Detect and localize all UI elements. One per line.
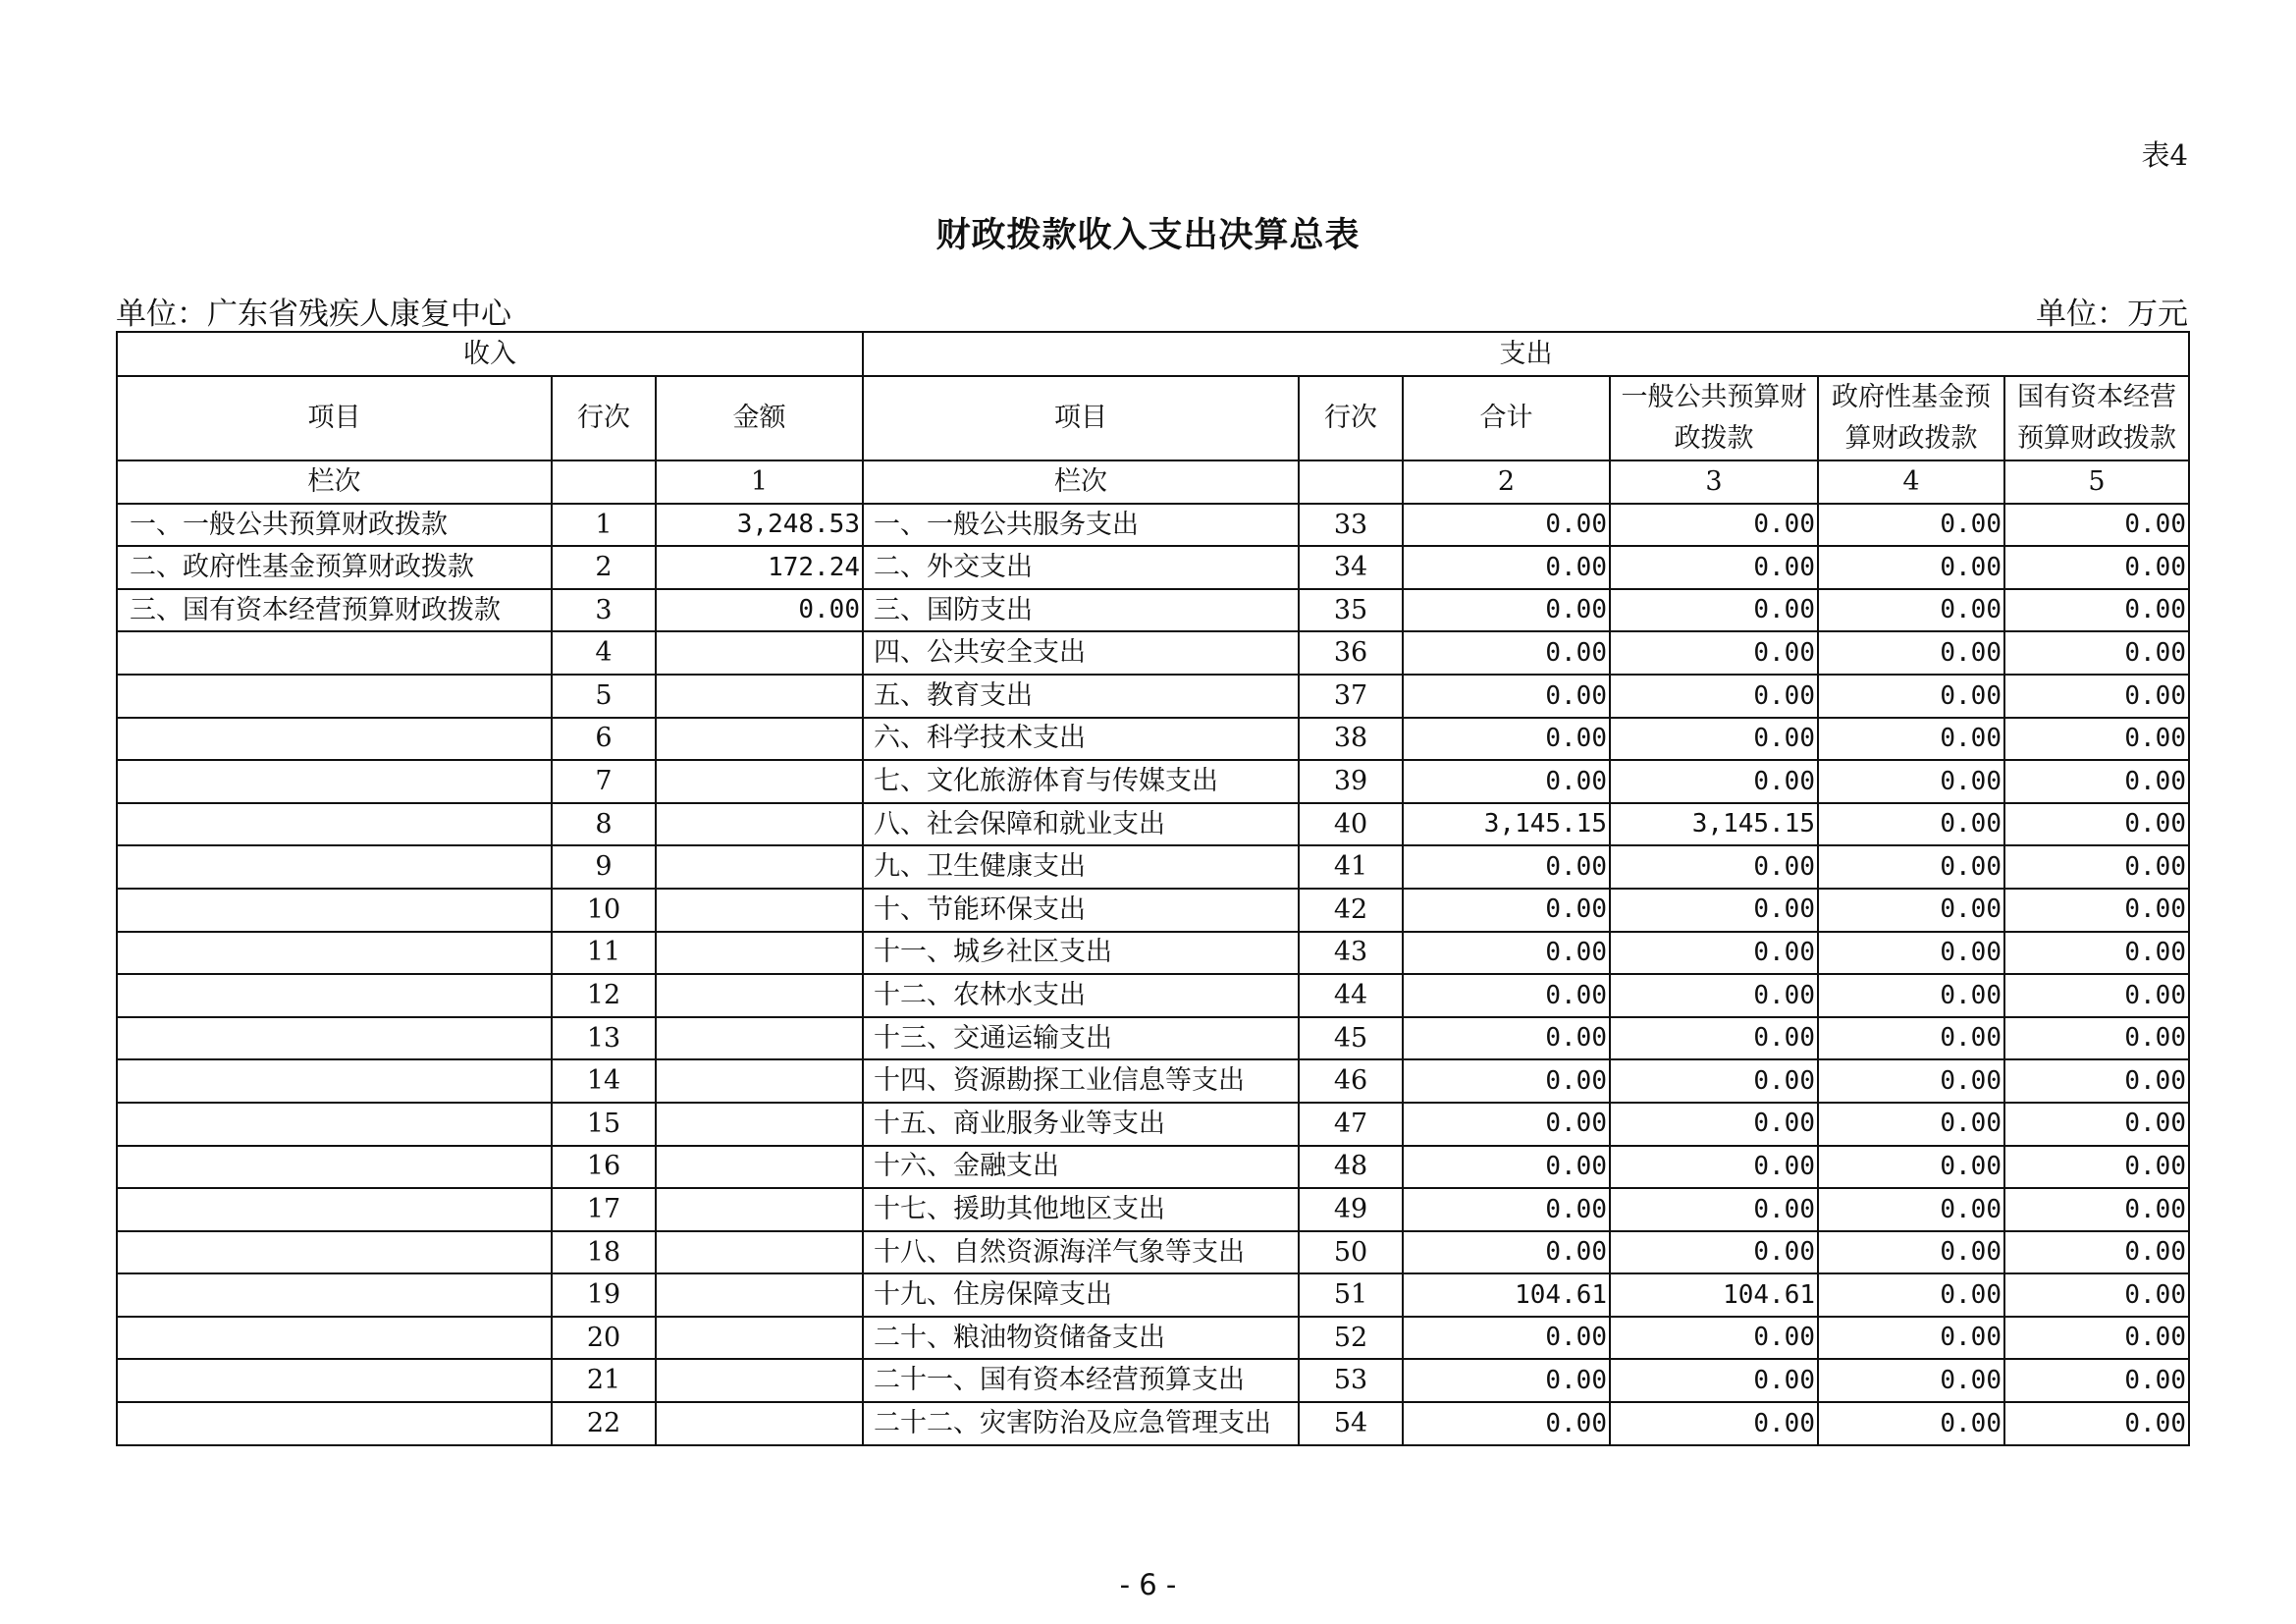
- column-number-1: 1: [656, 460, 863, 504]
- state-capital-amount: 0.00: [2004, 1146, 2189, 1189]
- header-income-amount: 金额: [656, 376, 863, 460]
- income-item: [117, 1103, 552, 1146]
- fund-budget-amount: 0.00: [1818, 889, 2004, 932]
- expense-total: 0.00: [1403, 718, 1610, 761]
- income-row-number: 2: [552, 546, 656, 589]
- general-budget-amount: 0.00: [1610, 675, 1818, 718]
- expense-item: 二十、粮油物资储备支出: [863, 1317, 1299, 1360]
- group-header-row: [117, 332, 2189, 376]
- general-budget-amount: 0.00: [1610, 760, 1818, 803]
- fund-budget-amount: 0.00: [1818, 1359, 2004, 1402]
- income-amount: [656, 1017, 863, 1060]
- general-budget-amount: 0.00: [1610, 546, 1818, 589]
- income-amount: [656, 1317, 863, 1360]
- table-row: [117, 760, 2189, 803]
- expense-row-number: 37: [1299, 675, 1403, 718]
- header-expense-total: 合计: [1403, 376, 1610, 460]
- income-amount: [656, 1188, 863, 1231]
- income-item: [117, 1402, 552, 1445]
- table-row: [117, 1231, 2189, 1274]
- general-budget-amount: 0.00: [1610, 845, 1818, 889]
- page-number: - 6 -: [1119, 1568, 1177, 1601]
- fund-budget-amount: 0.00: [1818, 845, 2004, 889]
- table-row: [117, 803, 2189, 846]
- general-budget-amount: 0.00: [1610, 1231, 1818, 1274]
- expense-total: 0.00: [1403, 1059, 1610, 1103]
- fund-budget-amount: 0.00: [1818, 631, 2004, 675]
- expense-row-number: 39: [1299, 760, 1403, 803]
- income-item: [117, 803, 552, 846]
- expense-row-number: 50: [1299, 1231, 1403, 1274]
- income-row-number: 17: [552, 1188, 656, 1231]
- table-row: [117, 589, 2189, 632]
- expense-total: 3,145.15: [1403, 803, 1610, 846]
- state-capital-amount: 0.00: [2004, 1059, 2189, 1103]
- table-row: [117, 1188, 2189, 1231]
- income-item: [117, 1059, 552, 1103]
- expense-total: 0.00: [1403, 1146, 1610, 1189]
- table-row: [117, 1146, 2189, 1189]
- income-item: [117, 974, 552, 1017]
- state-capital-amount: 0.00: [2004, 1317, 2189, 1360]
- column-number-label: 栏次: [863, 460, 1299, 504]
- expense-row-number: 46: [1299, 1059, 1403, 1103]
- state-capital-amount: 0.00: [2004, 589, 2189, 632]
- expense-row-number: 43: [1299, 932, 1403, 975]
- income-amount: 172.24: [656, 546, 863, 589]
- income-item: [117, 845, 552, 889]
- expense-item: 十四、资源勘探工业信息等支出: [863, 1059, 1299, 1103]
- fund-budget-amount: 0.00: [1818, 1273, 2004, 1317]
- income-row-number: 7: [552, 760, 656, 803]
- state-capital-amount: 0.00: [2004, 1402, 2189, 1445]
- column-number-empty: [552, 460, 656, 504]
- state-capital-amount: 0.00: [2004, 631, 2189, 675]
- fund-budget-amount: 0.00: [1818, 546, 2004, 589]
- income-amount: [656, 1231, 863, 1274]
- expense-row-number: 47: [1299, 1103, 1403, 1146]
- income-item: [117, 1146, 552, 1189]
- state-capital-amount: 0.00: [2004, 932, 2189, 975]
- general-budget-amount: 0.00: [1610, 1103, 1818, 1146]
- expense-item: 二十二、灾害防治及应急管理支出: [863, 1402, 1299, 1445]
- expense-total: 0.00: [1403, 760, 1610, 803]
- income-row-number: 13: [552, 1017, 656, 1060]
- state-capital-amount: 0.00: [2004, 1103, 2189, 1146]
- expense-row-number: 49: [1299, 1188, 1403, 1231]
- income-amount: [656, 1273, 863, 1317]
- general-budget-amount: 0.00: [1610, 1146, 1818, 1189]
- income-amount: [656, 845, 863, 889]
- expense-row-number: 51: [1299, 1273, 1403, 1317]
- header-expense-item: 项目: [863, 376, 1299, 460]
- table-row: [117, 845, 2189, 889]
- header-state-capital: 国有资本经营预算财政拨款: [2004, 376, 2189, 460]
- income-row-number: 4: [552, 631, 656, 675]
- fund-budget-amount: 0.00: [1818, 504, 2004, 547]
- income-amount: [656, 1402, 863, 1445]
- table-row: [117, 631, 2189, 675]
- header-fund-budget: 政府性基金预算财政拨款: [1818, 376, 2004, 460]
- general-budget-amount: 3,145.15: [1610, 803, 1818, 846]
- general-budget-amount: 0.00: [1610, 1402, 1818, 1445]
- fund-budget-amount: 0.00: [1818, 589, 2004, 632]
- column-number-2: 2: [1403, 460, 1610, 504]
- state-capital-amount: 0.00: [2004, 1273, 2189, 1317]
- state-capital-amount: 0.00: [2004, 546, 2189, 589]
- general-budget-amount: 0.00: [1610, 1059, 1818, 1103]
- income-row-number: 14: [552, 1059, 656, 1103]
- income-item: [117, 1359, 552, 1402]
- header-income-row: 行次: [552, 376, 656, 460]
- unit-organization: 单位：广东省残疾人康复中心: [116, 297, 511, 332]
- state-capital-amount: 0.00: [2004, 974, 2189, 1017]
- general-budget-amount: 0.00: [1610, 889, 1818, 932]
- general-budget-amount: 0.00: [1610, 631, 1818, 675]
- expense-total: 0.00: [1403, 1188, 1610, 1231]
- income-amount: [656, 675, 863, 718]
- income-row-number: 1: [552, 504, 656, 547]
- general-budget-amount: 104.61: [1610, 1273, 1818, 1317]
- table-row: [117, 546, 2189, 589]
- income-row-number: 5: [552, 675, 656, 718]
- table-row: [117, 889, 2189, 932]
- table-row: [117, 1359, 2189, 1402]
- table-number: 表4: [2141, 138, 2188, 172]
- expense-row-number: 41: [1299, 845, 1403, 889]
- page-title: 财政拨款收入支出决算总表: [935, 215, 1361, 255]
- income-amount: [656, 1146, 863, 1189]
- income-item: [117, 932, 552, 975]
- income-amount: [656, 631, 863, 675]
- general-budget-amount: 0.00: [1610, 974, 1818, 1017]
- fund-budget-amount: 0.00: [1818, 932, 2004, 975]
- income-row-number: 6: [552, 718, 656, 761]
- state-capital-amount: 0.00: [2004, 760, 2189, 803]
- income-item: [117, 675, 552, 718]
- header-expense-row: 行次: [1299, 376, 1403, 460]
- expense-item: 九、卫生健康支出: [863, 845, 1299, 889]
- table-row: [117, 1402, 2189, 1445]
- fund-budget-amount: 0.00: [1818, 803, 2004, 846]
- expense-item: 十九、住房保障支出: [863, 1273, 1299, 1317]
- header-general-budget: 一般公共预算财政拨款: [1610, 376, 1818, 460]
- fund-budget-amount: 0.00: [1818, 1317, 2004, 1360]
- expense-item: 七、文化旅游体育与传媒支出: [863, 760, 1299, 803]
- income-row-number: 19: [552, 1273, 656, 1317]
- expense-total: 0.00: [1403, 504, 1610, 547]
- income-amount: 3,248.53: [656, 504, 863, 547]
- expense-item: 十二、农林水支出: [863, 974, 1299, 1017]
- expense-row-number: 34: [1299, 546, 1403, 589]
- expense-total: 0.00: [1403, 1017, 1610, 1060]
- expense-row-number: 53: [1299, 1359, 1403, 1402]
- income-amount: [656, 1359, 863, 1402]
- table-row: [117, 1317, 2189, 1360]
- expense-total: 0.00: [1403, 631, 1610, 675]
- state-capital-amount: 0.00: [2004, 1188, 2189, 1231]
- expense-item: 十七、援助其他地区支出: [863, 1188, 1299, 1231]
- fund-budget-amount: 0.00: [1818, 974, 2004, 1017]
- fund-budget-amount: 0.00: [1818, 675, 2004, 718]
- income-row-number: 3: [552, 589, 656, 632]
- income-item: [117, 760, 552, 803]
- income-item: 一、一般公共预算财政拨款: [117, 504, 552, 547]
- column-number-3: 3: [1610, 460, 1818, 504]
- income-amount: [656, 932, 863, 975]
- general-budget-amount: 0.00: [1610, 1188, 1818, 1231]
- expense-item: 五、教育支出: [863, 675, 1299, 718]
- general-budget-amount: 0.00: [1610, 1017, 1818, 1060]
- income-row-number: 21: [552, 1359, 656, 1402]
- expense-total: 0.00: [1403, 1103, 1610, 1146]
- income-row-number: 18: [552, 1231, 656, 1274]
- fund-budget-amount: 0.00: [1818, 1017, 2004, 1060]
- general-budget-amount: 0.00: [1610, 718, 1818, 761]
- expense-row-number: 48: [1299, 1146, 1403, 1189]
- state-capital-amount: 0.00: [2004, 803, 2189, 846]
- expense-row-number: 35: [1299, 589, 1403, 632]
- expense-item: 一、一般公共服务支出: [863, 504, 1299, 547]
- expense-row-number: 36: [1299, 631, 1403, 675]
- budget-table: [116, 331, 2190, 1446]
- fund-budget-amount: 0.00: [1818, 1402, 2004, 1445]
- table-row: [117, 1103, 2189, 1146]
- table-row: [117, 974, 2189, 1017]
- general-budget-amount: 0.00: [1610, 932, 1818, 975]
- table-row: [117, 504, 2189, 547]
- income-row-number: 11: [552, 932, 656, 975]
- general-budget-amount: 0.00: [1610, 1359, 1818, 1402]
- income-item: [117, 1231, 552, 1274]
- state-capital-amount: 0.00: [2004, 1231, 2189, 1274]
- expense-total: 0.00: [1403, 932, 1610, 975]
- expense-row-number: 44: [1299, 974, 1403, 1017]
- expense-total: 0.00: [1403, 546, 1610, 589]
- state-capital-amount: 0.00: [2004, 889, 2189, 932]
- expense-row-number: 40: [1299, 803, 1403, 846]
- expense-total: 0.00: [1403, 845, 1610, 889]
- income-item: [117, 1317, 552, 1360]
- expense-row-number: 38: [1299, 718, 1403, 761]
- fund-budget-amount: 0.00: [1818, 1146, 2004, 1189]
- income-item: 二、政府性基金预算财政拨款: [117, 546, 552, 589]
- income-row-number: 20: [552, 1317, 656, 1360]
- expense-item: 十六、金融支出: [863, 1146, 1299, 1189]
- income-item: [117, 889, 552, 932]
- expense-row-number: 42: [1299, 889, 1403, 932]
- expense-item: 十、节能环保支出: [863, 889, 1299, 932]
- general-budget-amount: 0.00: [1610, 1317, 1818, 1360]
- expense-item: 二、外交支出: [863, 546, 1299, 589]
- expense-total: 0.00: [1403, 974, 1610, 1017]
- expense-row-number: 52: [1299, 1317, 1403, 1360]
- expense-item: 六、科学技术支出: [863, 718, 1299, 761]
- expense-total: 104.61: [1403, 1273, 1610, 1317]
- income-row-number: 10: [552, 889, 656, 932]
- income-row-number: 16: [552, 1146, 656, 1189]
- expense-total: 0.00: [1403, 589, 1610, 632]
- column-number-5: 5: [2004, 460, 2189, 504]
- income-row-number: 9: [552, 845, 656, 889]
- general-budget-amount: 0.00: [1610, 589, 1818, 632]
- income-amount: [656, 974, 863, 1017]
- income-amount: [656, 889, 863, 932]
- income-amount: [656, 760, 863, 803]
- fund-budget-amount: 0.00: [1818, 760, 2004, 803]
- table-row: [117, 1059, 2189, 1103]
- column-number-row: [117, 460, 2189, 504]
- table-row: [117, 718, 2189, 761]
- expense-item: 十八、自然资源海洋气象等支出: [863, 1231, 1299, 1274]
- income-amount: [656, 803, 863, 846]
- income-item: 三、国有资本经营预算财政拨款: [117, 589, 552, 632]
- income-group-header: 收入: [117, 332, 863, 376]
- income-row-number: 22: [552, 1402, 656, 1445]
- expense-row-number: 54: [1299, 1402, 1403, 1445]
- expense-item: 二十一、国有资本经营预算支出: [863, 1359, 1299, 1402]
- header-income-item: 项目: [117, 376, 552, 460]
- fund-budget-amount: 0.00: [1818, 1231, 2004, 1274]
- state-capital-amount: 0.00: [2004, 845, 2189, 889]
- income-item: [117, 1188, 552, 1231]
- expense-item: 十五、商业服务业等支出: [863, 1103, 1299, 1146]
- table-row: [117, 932, 2189, 975]
- expense-item: 八、社会保障和就业支出: [863, 803, 1299, 846]
- income-row-number: 8: [552, 803, 656, 846]
- expense-item: 三、国防支出: [863, 589, 1299, 632]
- expense-total: 0.00: [1403, 1317, 1610, 1360]
- fund-budget-amount: 0.00: [1818, 1059, 2004, 1103]
- general-budget-amount: 0.00: [1610, 504, 1818, 547]
- state-capital-amount: 0.00: [2004, 718, 2189, 761]
- column-header-row: [117, 376, 2189, 460]
- income-amount: [656, 1103, 863, 1146]
- expense-total: 0.00: [1403, 889, 1610, 932]
- income-item: [117, 1017, 552, 1060]
- state-capital-amount: 0.00: [2004, 1359, 2189, 1402]
- income-item: [117, 631, 552, 675]
- income-amount: [656, 718, 863, 761]
- expense-item: 十一、城乡社区支出: [863, 932, 1299, 975]
- income-row-number: 12: [552, 974, 656, 1017]
- fund-budget-amount: 0.00: [1818, 1188, 2004, 1231]
- fund-budget-amount: 0.00: [1818, 1103, 2004, 1146]
- table-row: [117, 675, 2189, 718]
- expense-group-header: 支出: [863, 332, 2189, 376]
- table-row: [117, 1017, 2189, 1060]
- state-capital-amount: 0.00: [2004, 675, 2189, 718]
- income-item: [117, 718, 552, 761]
- expense-row-number: 45: [1299, 1017, 1403, 1060]
- income-row-number: 15: [552, 1103, 656, 1146]
- column-number-label: 栏次: [117, 460, 552, 504]
- expense-total: 0.00: [1403, 1231, 1610, 1274]
- income-amount: 0.00: [656, 589, 863, 632]
- fund-budget-amount: 0.00: [1818, 718, 2004, 761]
- expense-item: 十三、交通运输支出: [863, 1017, 1299, 1060]
- unit-currency: 单位：万元: [2036, 297, 2188, 332]
- column-number-4: 4: [1818, 460, 2004, 504]
- expense-row-number: 33: [1299, 504, 1403, 547]
- state-capital-amount: 0.00: [2004, 1017, 2189, 1060]
- income-amount: [656, 1059, 863, 1103]
- expense-total: 0.00: [1403, 1359, 1610, 1402]
- table-row: [117, 1273, 2189, 1317]
- expense-total: 0.00: [1403, 675, 1610, 718]
- expense-total: 0.00: [1403, 1402, 1610, 1445]
- column-number-empty: [1299, 460, 1403, 504]
- expense-item: 四、公共安全支出: [863, 631, 1299, 675]
- state-capital-amount: 0.00: [2004, 504, 2189, 547]
- income-item: [117, 1273, 552, 1317]
